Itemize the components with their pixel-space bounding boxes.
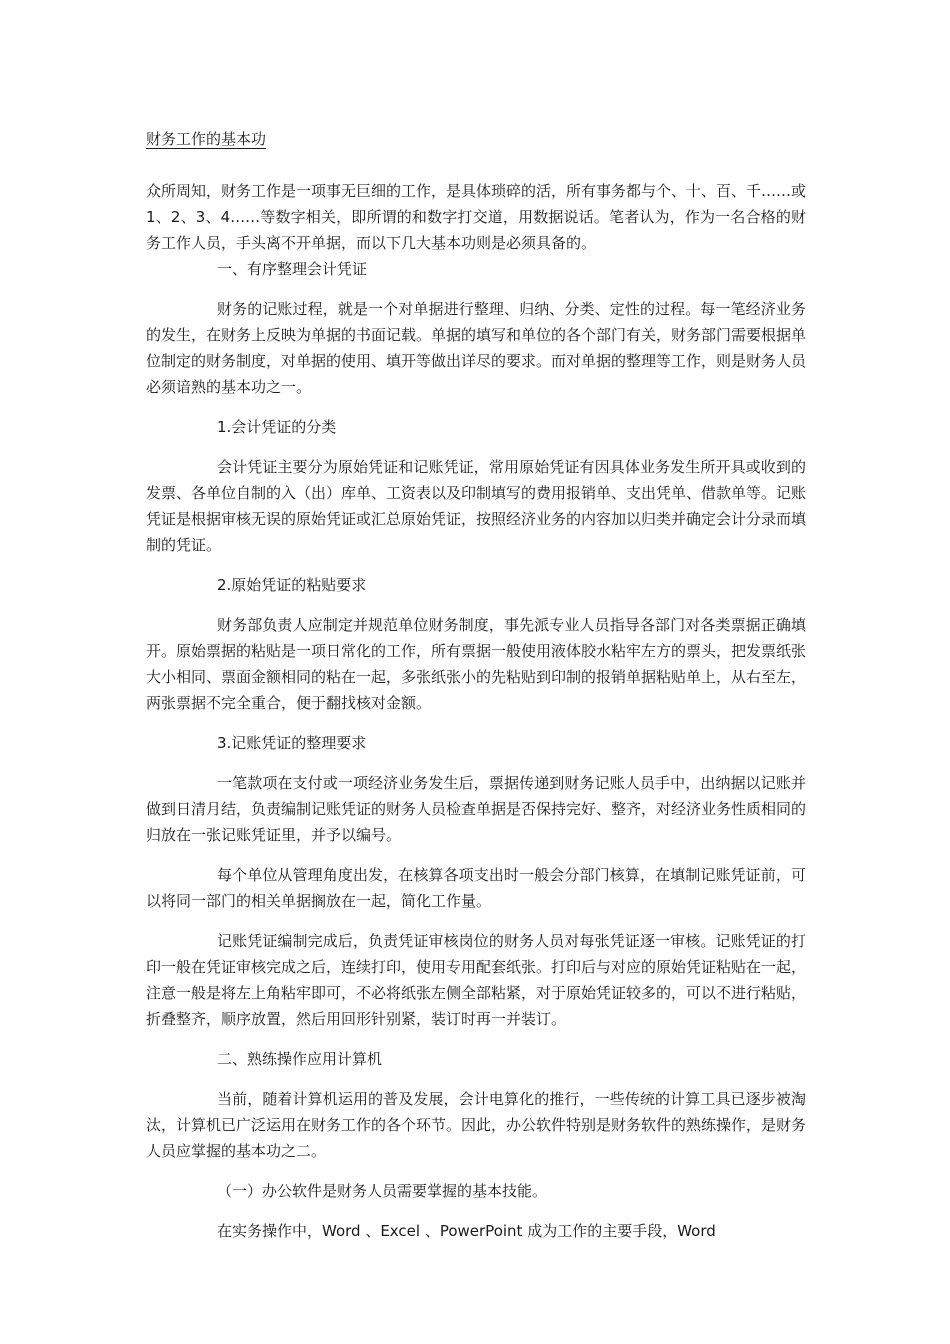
section1-heading: 一、有序整理会计凭证 — [217, 260, 368, 278]
section2-heading: 二、熟练操作应用计算机 — [217, 1050, 383, 1068]
subsection-2-1-paragraph: 在实务操作中，Word 、Excel 、PowerPoint 成为工作的主要手段，Word — [217, 1222, 716, 1240]
document-body — [146, 178, 806, 1252]
subsection-1-1-heading: 1.会计凭证的分类 — [217, 418, 337, 436]
subsection-1-2-paragraph: 财务部负责人应制定并规范单位财务制度，事先派专业人员指导各部门对各类票据正确填开。原始票据的粘贴是一项日常化的工作，所有票据一般使用液体胶水粘牢左方的票头，把发票纸张大小相同、票面金额相同的粘在一起，多张纸张小的先粘贴到印制的报销单据粘贴单上，从右至左，两张票据不完全重合，便于翻找核对金额。 — [146, 616, 807, 712]
intro-paragraph: 众所周知，财务工作是一项事无巨细的工作，是具体琐碎的活，所有事务都与个、十、百、千……或1、2、3、4……等数字相关，即所谓的和数字打交道，用数据说话。笔者认为，作为一名合格的财务工作人员，手头离不开单据，而以下几大基本功则是必须具备的。 — [146, 182, 807, 252]
subsection-1-1-paragraph: 会计凭证主要分为原始凭证和记账凭证，常用原始凭证有因具体业务发生所开具或收到的发票、各单位自制的入（出）库单、工资表以及印制填写的费用报销单、支出凭单、借款单等。记账凭证是根据审核无误的原始凭证或汇总原始凭证，按照经济业务的内容加以归类并确定会计分录而填制的凭证。 — [146, 458, 807, 554]
section2-paragraph: 当前，随着计算机运用的普及发展，会计电算化的推行，一些传统的计算工具已逐步被淘汰，计算机已广泛运用在财务工作的各个环节。因此，办公软件特别是财务软件的熟练操作，是财务人员应掌握的基本功之二。 — [146, 1090, 807, 1160]
document-title: 财务工作的基本功 — [146, 130, 267, 148]
subsection-2-1-heading: （一）办公软件是财务人员需要掌握的基本技能。 — [217, 1182, 548, 1200]
subsection-1-2-heading: 2.原始凭证的粘贴要求 — [217, 576, 367, 594]
subsection-1-3-paragraph-3: 记账凭证编制完成后，负责凭证审核岗位的财务人员对每张凭证逐一审核。记账凭证的打印一般在凭证审核完成之后，连续打印，使用专用配套纸张。打印后与对应的原始凭证粘贴在一起，注意一般是将左上角粘牢即可，不必将纸张左侧全部粘紧，对于原始凭证较多的，可以不进行粘贴，折叠整齐，顺序放置，然后用回形针别紧，装订时再一并装订。 — [146, 932, 807, 1028]
subsection-1-3-paragraph-2: 每个单位从管理角度出发，在核算各项支出时一般会分部门核算，在填制记账凭证前，可以将同一部门的相关单据搁放在一起，简化工作量。 — [146, 866, 806, 910]
section1-paragraph: 财务的记账过程，就是一个对单据进行整理、归纳、分类、定性的过程。每一笔经济业务的发生，在财务上反映为单据的书面记载。单据的填写和单位的各个部门有关，财务部门需要根据单位制定的财务制度，对单据的使用、填开等做出详尽的要求。而对单据的整理等工作，则是财务人员必须谙熟的基本功之一。 — [146, 300, 807, 396]
subsection-1-3-paragraph-1: 一笔款项在支付或一项经济业务发生后，票据传递到财务记账人员手中，出纳据以记账并做到日清月结，负责编制记账凭证的财务人员检查单据是否保持完好、整齐，对经济业务性质相同的归放在一张记账凭证里，并予以编号。 — [146, 774, 807, 844]
subsection-1-3-heading: 3.记账凭证的整理要求 — [217, 734, 367, 752]
